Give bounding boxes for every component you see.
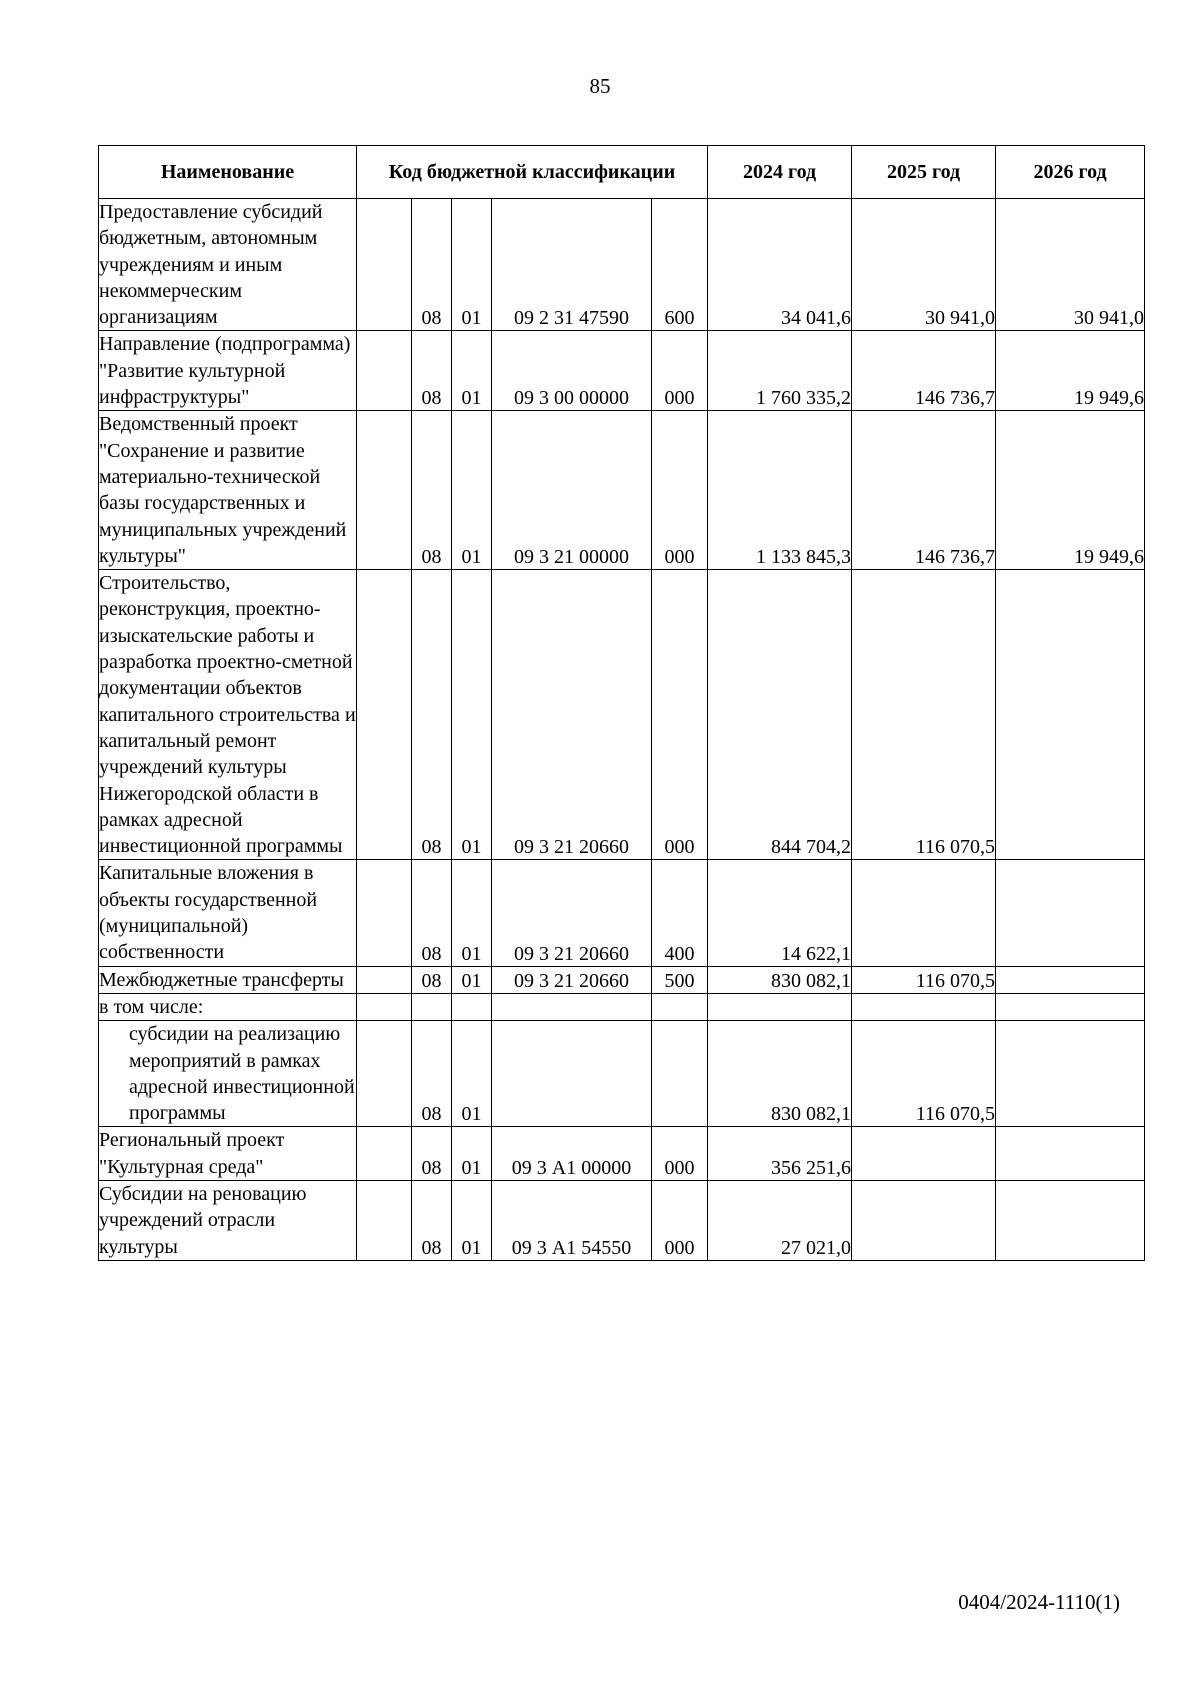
table-row xyxy=(99,966,1145,993)
budget-table xyxy=(98,145,1145,1261)
row-expense-type: 500 xyxy=(652,966,708,993)
row-name: Региональный проект "Культурная среда" xyxy=(99,1127,357,1181)
row-value-2026 xyxy=(996,1021,1145,1127)
row-subsection: 01 xyxy=(452,1180,492,1260)
row-expense-type: 000 xyxy=(652,331,708,411)
row-value-2026: 19 949,6 xyxy=(996,331,1145,411)
row-value-2026: 19 949,6 xyxy=(996,411,1145,570)
row-target-article xyxy=(492,1021,652,1127)
table-row xyxy=(99,1180,1145,1260)
table-row xyxy=(99,411,1145,570)
row-target-article: 09 3 21 20660 xyxy=(492,860,652,966)
row-value-2025: 146 736,7 xyxy=(852,411,996,570)
row-section: 08 xyxy=(412,1127,452,1181)
header-code: Код бюджетной классификации xyxy=(357,146,708,199)
row-value-2025: 30 941,0 xyxy=(852,199,996,331)
row-section: 08 xyxy=(412,411,452,570)
row-subsection: 01 xyxy=(452,1127,492,1181)
row-subsection: 01 xyxy=(452,331,492,411)
row-value-2025: 146 736,7 xyxy=(852,331,996,411)
row-target-article: 09 3 21 00000 xyxy=(492,411,652,570)
table-row xyxy=(99,1021,1145,1127)
row-value-2025 xyxy=(852,860,996,966)
row-value-2025: 116 070,5 xyxy=(852,966,996,993)
row-code-blank xyxy=(357,1021,412,1127)
row-value-2024: 27 021,0 xyxy=(708,1180,852,1260)
row-value-2024: 34 041,6 xyxy=(708,199,852,331)
row-value-2024: 1 760 335,2 xyxy=(708,331,852,411)
row-section: 08 xyxy=(412,860,452,966)
row-code-blank xyxy=(357,1127,412,1181)
table-row xyxy=(99,331,1145,411)
row-target-article: 09 3 А1 00000 xyxy=(492,1127,652,1181)
row-value-2026 xyxy=(996,1180,1145,1260)
row-name: Ведомственный проект "Сохранение и развитие материально-технической базы государственных и муниципальных учреждений культуры" xyxy=(99,411,357,570)
row-value-2026 xyxy=(996,860,1145,966)
row-code-blank xyxy=(357,411,412,570)
row-value-2026 xyxy=(996,570,1145,860)
row-value-2024: 356 251,6 xyxy=(708,1127,852,1181)
table-row xyxy=(99,860,1145,966)
header-name: Наименование xyxy=(99,146,357,199)
row-subsection: 01 xyxy=(452,860,492,966)
row-value-2025: 116 070,5 xyxy=(852,570,996,860)
row-expense-type: 000 xyxy=(652,411,708,570)
row-subsection: 01 xyxy=(452,1021,492,1127)
row-value-2024: 14 622,1 xyxy=(708,860,852,966)
row-code-blank xyxy=(357,199,412,331)
row-name: Строительство, реконструкция, проектно-изыскательские работы и разработка проектно-сметной документации объектов капитального строительства и капитальный ремонт учреждений культуры Нижегородской области в рамках адресной инвестиционной программы xyxy=(99,570,357,860)
row-value-2025 xyxy=(852,1127,996,1181)
row-target-article: 09 3 21 20660 xyxy=(492,570,652,860)
row-target-article: 09 3 21 20660 xyxy=(492,966,652,993)
row-section: 08 xyxy=(412,966,452,993)
row-subsection: 01 xyxy=(452,199,492,331)
row-expense-type: 000 xyxy=(652,1127,708,1181)
row-section: 08 xyxy=(412,570,452,860)
header-2026: 2026 год xyxy=(996,146,1145,199)
row-value-2024: 1 133 845,3 xyxy=(708,411,852,570)
row-value-2024: 844 704,2 xyxy=(708,570,852,860)
row-target-article: 09 2 31 47590 xyxy=(492,199,652,331)
row-name: субсидии на реализацию мероприятий в рамках адресной инвестиционной программы xyxy=(99,1021,357,1127)
row-target-article: 09 3 00 00000 xyxy=(492,331,652,411)
table-row xyxy=(99,199,1145,331)
row-name: Капитальные вложения в объекты государственной (муниципальной) собственности xyxy=(99,860,357,966)
row-value-2026: 30 941,0 xyxy=(996,199,1145,331)
table-row xyxy=(99,570,1145,860)
row-expense-type: 600 xyxy=(652,199,708,331)
row-target-article xyxy=(492,993,652,1020)
header-2025: 2025 год xyxy=(852,146,996,199)
row-section: 08 xyxy=(412,331,452,411)
row-code-blank xyxy=(357,966,412,993)
row-value-2024 xyxy=(708,993,852,1020)
row-code-blank xyxy=(357,570,412,860)
row-expense-type xyxy=(652,993,708,1020)
row-value-2025 xyxy=(852,1180,996,1260)
row-section xyxy=(412,993,452,1020)
row-expense-type: 000 xyxy=(652,570,708,860)
row-code-blank xyxy=(357,1180,412,1260)
row-value-2026 xyxy=(996,1127,1145,1181)
table-row xyxy=(99,993,1145,1020)
row-value-2026 xyxy=(996,966,1145,993)
row-subsection: 01 xyxy=(452,411,492,570)
row-section: 08 xyxy=(412,199,452,331)
row-name: Направление (подпрограмма) "Развитие культурной инфраструктуры" xyxy=(99,331,357,411)
row-code-blank xyxy=(357,993,412,1020)
row-name: в том числе: xyxy=(99,993,357,1020)
row-subsection: 01 xyxy=(452,966,492,993)
row-subsection xyxy=(452,993,492,1020)
row-value-2026 xyxy=(996,993,1145,1020)
row-expense-type: 000 xyxy=(652,1180,708,1260)
header-2024: 2024 год xyxy=(708,146,852,199)
row-code-blank xyxy=(357,860,412,966)
row-section: 08 xyxy=(412,1021,452,1127)
row-target-article: 09 3 А1 54550 xyxy=(492,1180,652,1260)
row-code-blank xyxy=(357,331,412,411)
row-value-2024: 830 082,1 xyxy=(708,1021,852,1127)
row-value-2024: 830 082,1 xyxy=(708,966,852,993)
row-section: 08 xyxy=(412,1180,452,1260)
row-value-2025: 116 070,5 xyxy=(852,1021,996,1127)
row-value-2025 xyxy=(852,993,996,1020)
row-name: Предоставление субсидий бюджетным, автономным учреждениям и иным некоммерческим организациям xyxy=(99,199,357,331)
row-name: Субсидии на реновацию учреждений отрасли культуры xyxy=(99,1180,357,1260)
row-name: Межбюджетные трансферты xyxy=(99,966,357,993)
table-row xyxy=(99,1127,1145,1181)
document-code: 0404/2024-1110(1) xyxy=(958,1590,1120,1614)
table-header-row xyxy=(99,146,1145,199)
page-number: 85 xyxy=(589,74,611,98)
row-subsection: 01 xyxy=(452,570,492,860)
row-expense-type xyxy=(652,1021,708,1127)
row-expense-type: 400 xyxy=(652,860,708,966)
